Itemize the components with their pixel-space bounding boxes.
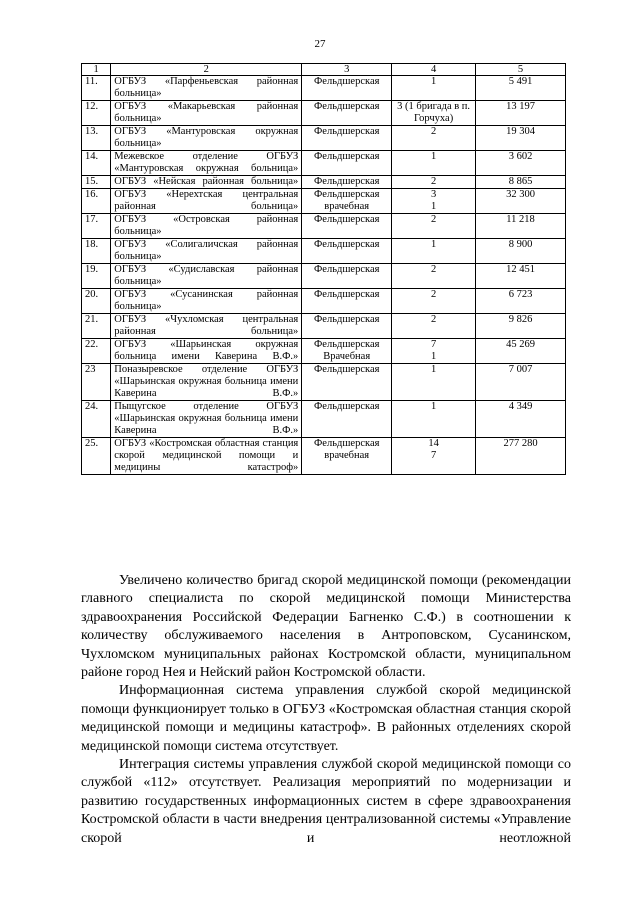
brigade-count [392, 176, 476, 189]
brigade-type-value: Фельдшерская [314, 101, 380, 112]
brigade-count-value: 2 [430, 214, 437, 225]
table-row [82, 401, 566, 438]
brigade-count-value: 1 [430, 351, 437, 362]
served-population: 45 269 [476, 339, 566, 364]
row-number: 18. [82, 239, 111, 264]
brigade-type-value: Фельдшерская [314, 289, 380, 300]
brigade-count-value: 14 [428, 438, 439, 449]
brigade-type [302, 314, 392, 339]
brigade-type [302, 101, 392, 126]
row-number: 11. [82, 76, 111, 101]
brigade-type [302, 126, 392, 151]
paragraph: Информационная система управления службой скорой медицинской помощи функционирует только в ОГБУЗ «Костромская областная станция скорой медицинской помощи и медицины катастроф». В районных отделениях скорой медицинской помощи система отсутствует. [81, 683, 571, 754]
brigade-type [302, 401, 392, 438]
brigade-count [392, 314, 476, 339]
served-population: 8 900 [476, 239, 566, 264]
brigade-count-value: 7 [430, 339, 437, 350]
brigade-type [302, 214, 392, 239]
row-number: 24. [82, 401, 111, 438]
table-row [82, 239, 566, 264]
body-text [81, 572, 571, 848]
table-row [82, 126, 566, 151]
organization-name: ОГБУЗ «Чухломская центральная районная больница» [111, 314, 302, 339]
header-col-4: 4 [392, 64, 476, 76]
organization-name: ОГБУЗ «Сусанинская районная больница» [111, 289, 302, 314]
brigade-count-value: 1 [430, 151, 437, 162]
served-population: 277 280 [476, 438, 566, 475]
brigade-count [392, 339, 476, 364]
served-population: 7 007 [476, 364, 566, 401]
row-number: 12. [82, 101, 111, 126]
served-population: 3 602 [476, 151, 566, 176]
brigade-type-value: врачебная [324, 450, 370, 461]
brigade-count-value: 1 [430, 201, 437, 212]
organization-name: ОГБУЗ «Макарьевская районная больница» [111, 101, 302, 126]
organization-name: Межевское отделение ОГБУЗ «Мантуровская окружная больница» [111, 151, 302, 176]
table-row [82, 76, 566, 101]
organization-name: Поназыревское отделение ОГБУЗ «Шарьинская окружная больница имени Каверина В.Ф.» [111, 364, 302, 401]
brigade-count-value: 2 [430, 289, 437, 300]
brigade-type-value: Фельдшерская [314, 364, 380, 375]
table-row [82, 214, 566, 239]
brigade-type [302, 289, 392, 314]
brigade-type-value: Фельдшерская [314, 339, 380, 350]
brigade-type-value: Фельдшерская [314, 239, 380, 250]
brigade-count [392, 214, 476, 239]
row-number: 23 [82, 364, 111, 401]
brigade-type-value: врачебная [324, 201, 370, 212]
table-row [82, 264, 566, 289]
row-number: 17. [82, 214, 111, 239]
brigade-type-value: Фельдшерская [314, 176, 380, 187]
brigade-type [302, 264, 392, 289]
brigade-type [302, 151, 392, 176]
row-number: 19. [82, 264, 111, 289]
row-number: 25. [82, 438, 111, 475]
served-population: 32 300 [476, 189, 566, 214]
brigade-type [302, 76, 392, 101]
organization-name: Пыщугское отделение ОГБУЗ «Шарьинская окружная больница имени Каверина В.Ф.» [111, 401, 302, 438]
table-row [82, 364, 566, 401]
brigade-type-value: Фельдшерская [314, 314, 380, 325]
served-population: 6 723 [476, 289, 566, 314]
brigade-count-value: 2 [430, 264, 437, 275]
brigade-count [392, 101, 476, 126]
brigade-count [392, 126, 476, 151]
brigade-count [392, 189, 476, 214]
organization-name: ОГБУЗ «Нерехтская центральная районная больница» [111, 189, 302, 214]
header-col-5: 5 [476, 64, 566, 76]
brigade-count [392, 264, 476, 289]
brigade-type-value: Фельдшерская [314, 76, 380, 87]
brigade-count-value: 7 [430, 450, 437, 461]
row-number: 20. [82, 289, 111, 314]
brigade-count-value: 2 [430, 314, 437, 325]
organization-name: ОГБУЗ «Нейская районная больница» [111, 176, 302, 189]
organization-name: ОГБУЗ «Костромская областная станция скорой медицинской помощи и медицины катастроф» [111, 438, 302, 475]
brigade-type-value: Фельдшерская [314, 189, 380, 200]
brigade-type-value: Врачебная [323, 351, 371, 362]
organization-name: ОГБУЗ «Солигаличская районная больница» [111, 239, 302, 264]
organization-name: ОГБУЗ «Шарьинская окружная больница имени Каверина В.Ф.» [111, 339, 302, 364]
brigade-count [392, 401, 476, 438]
brigade-type-value: Фельдшерская [314, 126, 380, 137]
table-row [82, 339, 566, 364]
brigade-count-value: 1 [430, 76, 437, 87]
header-col-1: 1 [82, 64, 111, 76]
table-row [82, 176, 566, 189]
page-number: 27 [314, 38, 326, 50]
served-population: 9 826 [476, 314, 566, 339]
brigade-count [392, 239, 476, 264]
brigade-count [392, 364, 476, 401]
organization-name: ОГБУЗ «Островская районная больница» [111, 214, 302, 239]
served-population: 8 865 [476, 176, 566, 189]
brigade-count [392, 438, 476, 475]
row-number: 16. [82, 189, 111, 214]
brigade-count-value: 3 [430, 189, 437, 200]
brigade-type-value: Фельдшерская [314, 151, 380, 162]
served-population: 12 451 [476, 264, 566, 289]
paragraph: Интеграция системы управления службой скорой медицинской помощи со службой «112» отсутствует. Реализация мероприятий по модернизации и развитию государственных информационных систем в сфере здравоохранения Костромской области в части внедрения централизованной системы «Управление скорой и неотложной [81, 757, 571, 846]
brigade-type [302, 364, 392, 401]
served-population: 11 218 [476, 214, 566, 239]
brigade-count [392, 151, 476, 176]
table-row [82, 101, 566, 126]
table-row [82, 151, 566, 176]
brigade-type-value: Фельдшерская [314, 438, 380, 449]
brigade-count [392, 76, 476, 101]
brigade-type-value: Фельдшерская [314, 401, 380, 412]
table-row [82, 189, 566, 214]
brigade-type-value: Фельдшерская [314, 264, 380, 275]
row-number: 13. [82, 126, 111, 151]
row-number: 14. [82, 151, 111, 176]
header-col-2: 2 [111, 64, 302, 76]
table-header-row [82, 64, 566, 76]
row-number: 15. [82, 176, 111, 189]
brigade-count [392, 289, 476, 314]
row-number: 21. [82, 314, 111, 339]
served-population: 5 491 [476, 76, 566, 101]
paragraph: Увеличено количество бригад скорой медицинской помощи (рекомендации главного специалиста по скорой медицинской помощи Министерства здравоохранения Российской Федерации Багненко С.Ф.) в соотношении к количеству обслуживаемого населения в Антроповском, Сусанинском, Чухломском муниципальных районах Костромской области, муниципальном районе город Нея и Нейский район Костромской области. [81, 573, 571, 681]
table-row [82, 289, 566, 314]
table-row [82, 438, 566, 475]
served-population: 19 304 [476, 126, 566, 151]
brigade-count-value: 2 [430, 176, 437, 187]
served-population: 4 349 [476, 401, 566, 438]
organization-name: ОГБУЗ «Парфеньевская районная больница» [111, 76, 302, 101]
brigade-count-value: 1 [430, 364, 437, 375]
brigade-type [302, 438, 392, 475]
served-population: 13 197 [476, 101, 566, 126]
ambulance-brigades-table [81, 63, 566, 475]
brigade-type [302, 176, 392, 189]
organization-name: ОГБУЗ «Судиславская районная больница» [111, 264, 302, 289]
brigade-count-value: 2 [430, 126, 437, 137]
brigade-type [302, 339, 392, 364]
brigade-count-value: 1 [430, 401, 437, 412]
brigade-type [302, 239, 392, 264]
brigade-type-value: Фельдшерская [314, 214, 380, 225]
brigade-count-value: 3 (1 бригада в п. Горчуха) [397, 101, 471, 124]
row-number: 22. [82, 339, 111, 364]
header-col-3: 3 [302, 64, 392, 76]
brigade-count-value: 1 [430, 239, 437, 250]
table-row [82, 314, 566, 339]
organization-name: ОГБУЗ «Мантуровская окружная больница» [111, 126, 302, 151]
brigade-type [302, 189, 392, 214]
